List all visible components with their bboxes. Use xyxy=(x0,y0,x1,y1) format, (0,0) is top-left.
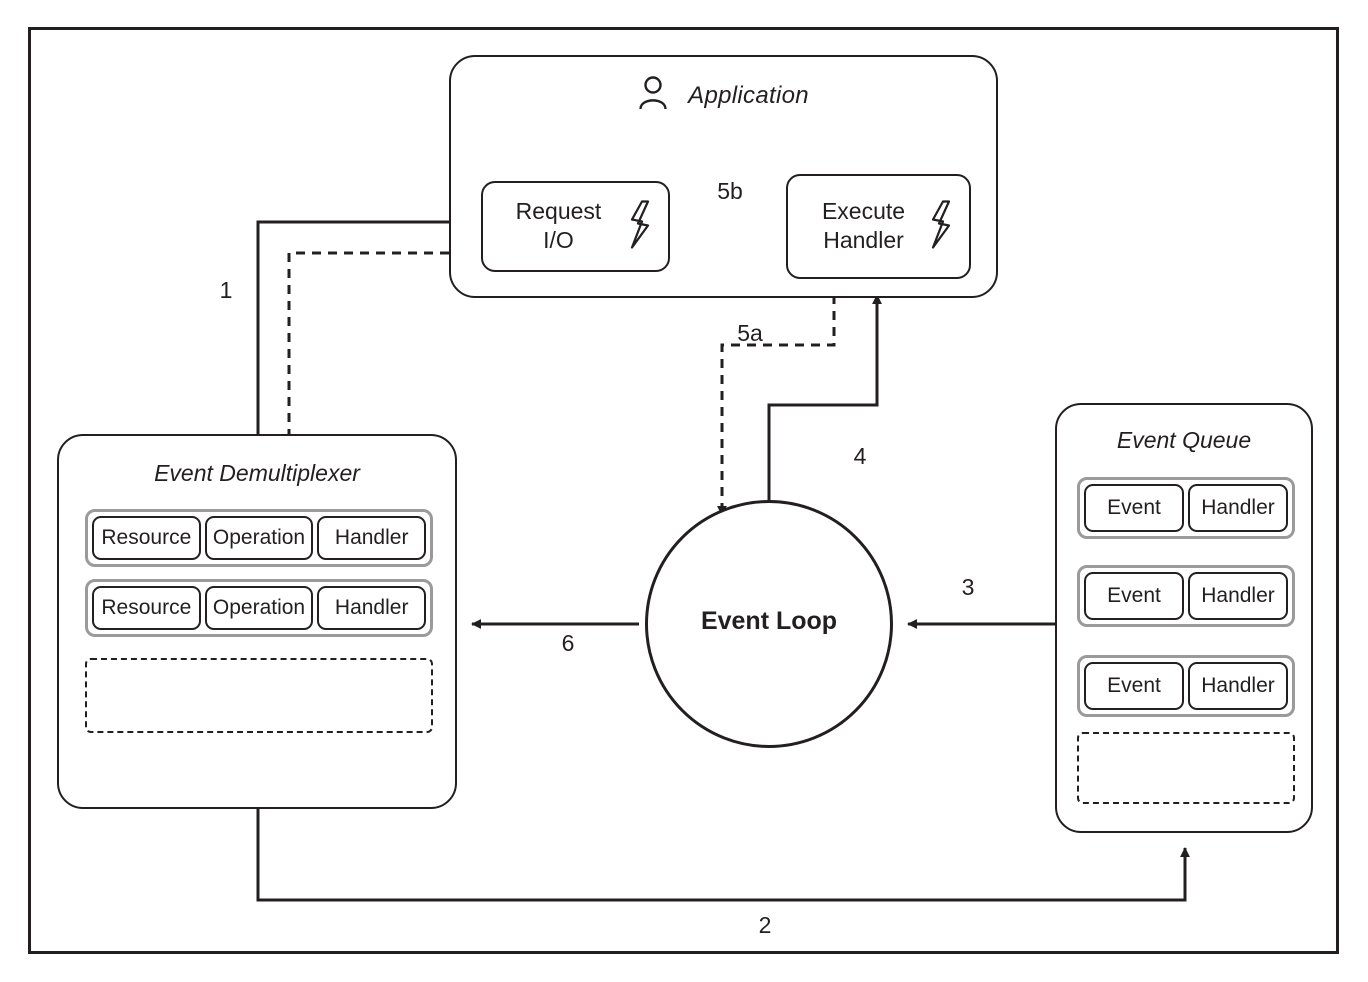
flow-label-6: 6 xyxy=(561,630,575,656)
application-label: Application xyxy=(688,81,809,109)
execute-handler-label-line1: Execute xyxy=(821,198,906,224)
event-queue-row xyxy=(1077,565,1295,627)
application-title xyxy=(449,76,998,117)
lightning-bolt-icon xyxy=(626,199,652,254)
demux-cell-resource: Resource xyxy=(92,586,201,630)
demux-cell-handler: Handler xyxy=(317,586,426,630)
queue-cell-event: Event xyxy=(1084,484,1184,532)
demux-cell-handler: Handler xyxy=(317,516,426,560)
demux-cell-operation: Operation xyxy=(205,586,314,630)
person-icon xyxy=(638,76,668,117)
flow-label-2: 2 xyxy=(758,912,772,938)
execute-handler-label-line2: Handler xyxy=(823,227,904,253)
flow-label-3: 3 xyxy=(961,574,975,600)
event-queue-empty-slot xyxy=(1077,732,1295,804)
request-io-label-line1: Request xyxy=(515,198,602,224)
queue-cell-handler: Handler xyxy=(1188,484,1288,532)
queue-cell-event: Event xyxy=(1084,572,1184,620)
event-queue-container xyxy=(1055,403,1313,833)
flow-label-1: 1 xyxy=(219,277,233,303)
execute-handler-node xyxy=(786,174,971,279)
lightning-bolt-icon xyxy=(927,199,953,254)
demux-row xyxy=(85,509,433,567)
demux-row xyxy=(85,579,433,637)
request-io-node xyxy=(481,181,670,272)
request-io-label-line2: I/O xyxy=(543,227,574,253)
demux-cell-resource: Resource xyxy=(92,516,201,560)
demux-empty-slot xyxy=(85,658,433,733)
event-queue-row xyxy=(1077,477,1295,539)
demux-cell-operation: Operation xyxy=(205,516,314,560)
event-queue-row xyxy=(1077,655,1295,717)
queue-cell-event: Event xyxy=(1084,662,1184,710)
queue-cell-handler: Handler xyxy=(1188,662,1288,710)
queue-cell-handler: Handler xyxy=(1188,572,1288,620)
flow-label-4: 4 xyxy=(853,443,867,469)
event-demultiplexer-container xyxy=(57,434,457,809)
event-loop-label: Event Loop xyxy=(700,607,838,635)
event-demultiplexer-title: Event Demultiplexer xyxy=(154,460,360,486)
event-queue-title: Event Queue xyxy=(1116,427,1252,453)
flow-label-5a: 5a xyxy=(737,320,763,346)
flow-label-5b: 5b xyxy=(717,178,743,204)
